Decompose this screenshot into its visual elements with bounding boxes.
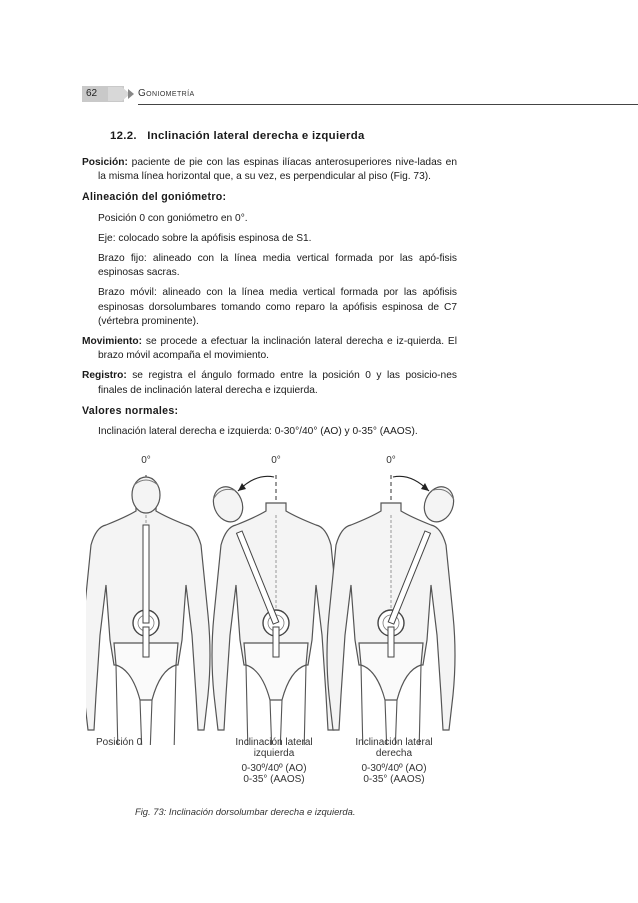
valores-text: Inclinación lateral derecha e izquierda: 0-30°/40° (AO) y 0-35° (AAOS). (98, 426, 418, 438)
section-title: 12.2. Inclinación lateral derecha e izquierda (110, 130, 365, 142)
figure-panel-left-flexion (208, 475, 340, 745)
panel-title-left (214, 737, 334, 785)
posicion-text: paciente de pie con las espinas ilíacas anterosuperiores nive-ladas en la misma línea horizontal que, a su vez, es perpendicular al piso (Fig. 73). (98, 157, 457, 183)
registro-text: se registra el ángulo formado entre la posición 0 y las posicio-nes finales de inclinación lateral derecha e izquierda. (98, 370, 457, 396)
panel-title-line: izquierda (253, 748, 295, 759)
figure-73 (86, 455, 506, 800)
zero-label: 0° (141, 455, 151, 466)
registro-label: Registro: (82, 370, 127, 382)
panel-value: 0-30º/40º (AO) (361, 763, 427, 774)
figure-panel-neutral (86, 475, 210, 745)
posicion-label: Posición: (82, 157, 128, 168)
header-arrow-icon (108, 87, 138, 101)
zero-label: 0° (271, 455, 281, 466)
alineacion-item: Posición 0 con goniómetro en 0°. (98, 212, 248, 224)
alineacion-item: Eje: colocado sobre la apófisis espinosa de S1. (98, 232, 312, 244)
page-header (82, 86, 638, 106)
panel-title-neutral: Posición 0 (96, 737, 143, 748)
running-title: Goniometría (138, 88, 195, 99)
movimiento-text: se procede a efectuar la inclinación lateral derecha e iz-quierda. El brazo móvil acompaña el movimiento. (98, 336, 457, 362)
panel-value: 0-35° (AAOS) (243, 774, 305, 785)
alineacion-item: Brazo fijo: alineado con la línea media vertical formada por las apó-fisis espinosas sacras. (98, 253, 457, 279)
header-rule (138, 104, 638, 105)
goniometry-illustration (86, 455, 506, 745)
zero-label: 0° (386, 455, 396, 466)
panel-title-line: Inclinación lateral (355, 737, 433, 748)
body-text (82, 156, 457, 445)
figure-caption: Fig. 73: Inclinación dorsolumbar derecha e izquierda. (135, 806, 356, 817)
figure-panel-right-flexion (327, 475, 459, 745)
panel-title-line: derecha (375, 748, 413, 759)
movimiento-label: Movimiento: (82, 336, 142, 348)
posicion-paragraph (82, 156, 457, 184)
panel-value: 0-30º/40º (AO) (241, 763, 307, 774)
movimiento-paragraph (82, 335, 457, 363)
registro-paragraph (82, 369, 457, 397)
alineacion-item: Brazo móvil: alineado con la línea media vertical formada por las apófisis espinosas dorsolumbares tomando como reparo la apófisis espinosa de C7 (vértebra prominente). (98, 287, 457, 327)
valores-heading: Valores normales: (82, 404, 179, 417)
panel-title-right (334, 737, 454, 785)
panel-title-line: Inclinación lateral (235, 737, 313, 748)
alineacion-heading: Alineación del goniómetro: (82, 191, 227, 204)
page-number: 62 (82, 86, 124, 102)
panel-value: 0-35° (AAOS) (363, 774, 425, 785)
